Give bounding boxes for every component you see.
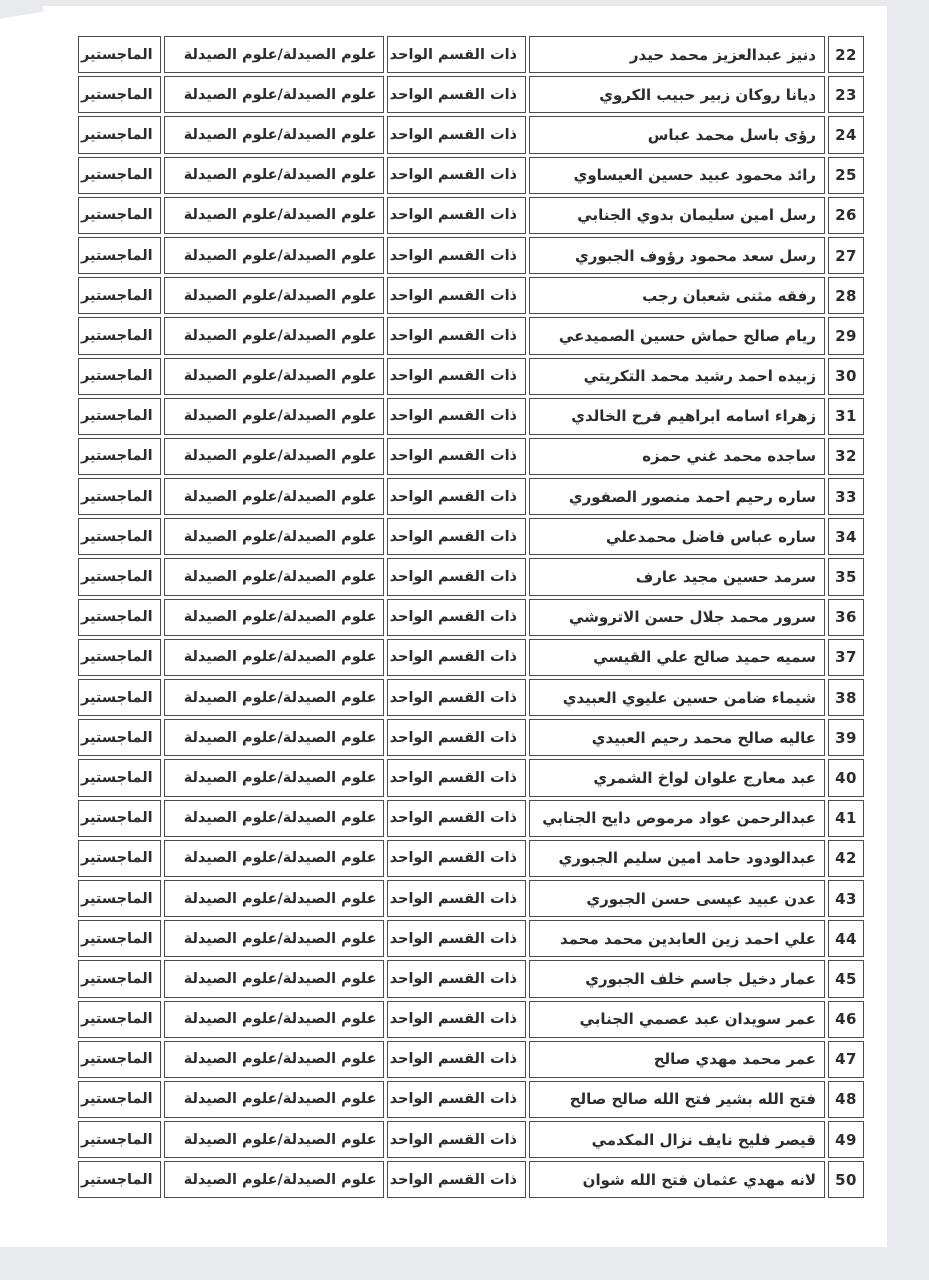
cell-degree: الماجستير — [78, 679, 161, 716]
cell-student-name: علي احمد زين العابدين محمد محمد — [529, 920, 825, 957]
table-row — [78, 478, 864, 515]
cell-specialization: علوم الصيدلة/علوم الصيدلة — [164, 1001, 384, 1038]
cell-department-type: ذات القسم الواحد — [387, 157, 526, 194]
cell-student-name: عمار دخيل جاسم خلف الجبوري — [529, 960, 825, 997]
cell-row-number: 38 — [828, 679, 864, 716]
cell-department-type: ذات القسم الواحد — [387, 719, 526, 756]
cell-student-name: رسل امين سليمان بدوي الجنابي — [529, 197, 825, 234]
cell-degree: الماجستير — [78, 1121, 161, 1158]
cell-student-name: عدن عبيد عيسى حسن الجبوري — [529, 880, 825, 917]
cell-degree: الماجستير — [78, 1041, 161, 1078]
cell-department-type: ذات القسم الواحد — [387, 960, 526, 997]
cell-row-number: 50 — [828, 1161, 864, 1198]
cell-row-number: 43 — [828, 880, 864, 917]
cell-specialization: علوم الصيدلة/علوم الصيدلة — [164, 1081, 384, 1118]
cell-row-number: 25 — [828, 157, 864, 194]
cell-row-number: 42 — [828, 840, 864, 877]
cell-row-number: 46 — [828, 1001, 864, 1038]
cell-student-name: ساره عباس فاضل محمدعلي — [529, 518, 825, 555]
cell-student-name: فتح الله بشير فتح الله صالح صالح — [529, 1081, 825, 1118]
table-row — [78, 36, 864, 73]
cell-degree: الماجستير — [78, 599, 161, 636]
cell-degree: الماجستير — [78, 478, 161, 515]
cell-department-type: ذات القسم الواحد — [387, 679, 526, 716]
cell-specialization: علوم الصيدلة/علوم الصيدلة — [164, 36, 384, 73]
cell-specialization: علوم الصيدلة/علوم الصيدلة — [164, 116, 384, 153]
cell-specialization: علوم الصيدلة/علوم الصيدلة — [164, 1041, 384, 1078]
cell-student-name: سميه حميد صالح علي القيسي — [529, 639, 825, 676]
cell-degree: الماجستير — [78, 840, 161, 877]
cell-department-type: ذات القسم الواحد — [387, 358, 526, 395]
cell-row-number: 40 — [828, 759, 864, 796]
table-row — [78, 1081, 864, 1118]
cell-specialization: علوم الصيدلة/علوم الصيدلة — [164, 358, 384, 395]
cell-department-type: ذات القسم الواحد — [387, 1161, 526, 1198]
table-row — [78, 317, 864, 354]
cell-row-number: 49 — [828, 1121, 864, 1158]
cell-student-name: زهراء اسامه ابراهيم فرح الخالدي — [529, 398, 825, 435]
cell-specialization: علوم الصيدلة/علوم الصيدلة — [164, 920, 384, 957]
cell-specialization: علوم الصيدلة/علوم الصيدلة — [164, 398, 384, 435]
table-row — [78, 599, 864, 636]
cell-specialization: علوم الصيدلة/علوم الصيدلة — [164, 1121, 384, 1158]
cell-degree: الماجستير — [78, 719, 161, 756]
cell-row-number: 27 — [828, 237, 864, 274]
cell-degree: الماجستير — [78, 157, 161, 194]
cell-specialization: علوم الصيدلة/علوم الصيدلة — [164, 639, 384, 676]
cell-degree: الماجستير — [78, 277, 161, 314]
cell-student-name: ريام صالح حماش حسين الصميدعي — [529, 317, 825, 354]
table-row — [78, 880, 864, 917]
cell-specialization: علوم الصيدلة/علوم الصيدلة — [164, 840, 384, 877]
table-row — [78, 438, 864, 475]
cell-department-type: ذات القسم الواحد — [387, 558, 526, 595]
cell-row-number: 26 — [828, 197, 864, 234]
cell-department-type: ذات القسم الواحد — [387, 36, 526, 73]
cell-degree: الماجستير — [78, 116, 161, 153]
cell-department-type: ذات القسم الواحد — [387, 599, 526, 636]
cell-degree: الماجستير — [78, 1001, 161, 1038]
cell-department-type: ذات القسم الواحد — [387, 1121, 526, 1158]
cell-specialization: علوم الصيدلة/علوم الصيدلة — [164, 76, 384, 113]
table-row — [78, 558, 864, 595]
cell-student-name: ساجده محمد غني حمزه — [529, 438, 825, 475]
table-row — [78, 76, 864, 113]
cell-degree: الماجستير — [78, 518, 161, 555]
cell-student-name: دنيز عبدالعزيز محمد حيدر — [529, 36, 825, 73]
cell-department-type: ذات القسم الواحد — [387, 277, 526, 314]
cell-department-type: ذات القسم الواحد — [387, 1081, 526, 1118]
cell-row-number: 24 — [828, 116, 864, 153]
table-row — [78, 639, 864, 676]
cell-row-number: 29 — [828, 317, 864, 354]
cell-row-number: 47 — [828, 1041, 864, 1078]
cell-specialization: علوم الصيدلة/علوم الصيدلة — [164, 197, 384, 234]
table-row — [78, 197, 864, 234]
cell-department-type: ذات القسم الواحد — [387, 76, 526, 113]
cell-specialization: علوم الصيدلة/علوم الصيدلة — [164, 960, 384, 997]
cell-row-number: 23 — [828, 76, 864, 113]
cell-specialization: علوم الصيدلة/علوم الصيدلة — [164, 1161, 384, 1198]
cell-row-number: 39 — [828, 719, 864, 756]
cell-student-name: شيماء ضامن حسين عليوي العبيدي — [529, 679, 825, 716]
cell-department-type: ذات القسم الواحد — [387, 800, 526, 837]
cell-specialization: علوم الصيدلة/علوم الصيدلة — [164, 880, 384, 917]
cell-student-name: قيصر فليح نايف نزال المكدمي — [529, 1121, 825, 1158]
cell-specialization: علوم الصيدلة/علوم الصيدلة — [164, 237, 384, 274]
cell-row-number: 41 — [828, 800, 864, 837]
cell-degree: الماجستير — [78, 438, 161, 475]
cell-row-number: 36 — [828, 599, 864, 636]
cell-degree: الماجستير — [78, 1161, 161, 1198]
cell-specialization: علوم الصيدلة/علوم الصيدلة — [164, 317, 384, 354]
table-row — [78, 800, 864, 837]
table-row — [78, 358, 864, 395]
table-row — [78, 719, 864, 756]
cell-department-type: ذات القسم الواحد — [387, 880, 526, 917]
cell-degree: الماجستير — [78, 237, 161, 274]
table-row — [78, 1041, 864, 1078]
cell-student-name: سرور محمد جلال حسن الاتروشي — [529, 599, 825, 636]
cell-department-type: ذات القسم الواحد — [387, 840, 526, 877]
cell-specialization: علوم الصيدلة/علوم الصيدلة — [164, 800, 384, 837]
cell-degree: الماجستير — [78, 358, 161, 395]
cell-specialization: علوم الصيدلة/علوم الصيدلة — [164, 558, 384, 595]
cell-department-type: ذات القسم الواحد — [387, 518, 526, 555]
cell-student-name: ديانا روكان زبير حبيب الكروي — [529, 76, 825, 113]
cell-row-number: 48 — [828, 1081, 864, 1118]
cell-student-name: لانه مهدي عثمان فتح الله شوان — [529, 1161, 825, 1198]
cell-degree: الماجستير — [78, 558, 161, 595]
cell-row-number: 35 — [828, 558, 864, 595]
cell-degree: الماجستير — [78, 76, 161, 113]
cell-department-type: ذات القسم الواحد — [387, 639, 526, 676]
cell-specialization: علوم الصيدلة/علوم الصيدلة — [164, 157, 384, 194]
cell-student-name: رائد محمود عبيد حسين العيساوي — [529, 157, 825, 194]
table-row — [78, 277, 864, 314]
cell-degree: الماجستير — [78, 317, 161, 354]
cell-row-number: 45 — [828, 960, 864, 997]
cell-department-type: ذات القسم الواحد — [387, 317, 526, 354]
table-row — [78, 840, 864, 877]
cell-row-number: 30 — [828, 358, 864, 395]
table-row — [78, 157, 864, 194]
cell-specialization: علوم الصيدلة/علوم الصيدلة — [164, 438, 384, 475]
cell-specialization: علوم الصيدلة/علوم الصيدلة — [164, 478, 384, 515]
cell-department-type: ذات القسم الواحد — [387, 237, 526, 274]
cell-student-name: عبدالودود حامد امين سليم الجبوري — [529, 840, 825, 877]
cell-student-name: عبدالرحمن عواد مرموص دايح الجنابي — [529, 800, 825, 837]
students-table-body — [78, 36, 864, 1198]
table-row — [78, 960, 864, 997]
cell-department-type: ذات القسم الواحد — [387, 478, 526, 515]
cell-row-number: 34 — [828, 518, 864, 555]
cell-department-type: ذات القسم الواحد — [387, 197, 526, 234]
cell-degree: الماجستير — [78, 800, 161, 837]
table-row — [78, 920, 864, 957]
cell-student-name: رفقه مثنى شعبان رجب — [529, 277, 825, 314]
cell-degree: الماجستير — [78, 960, 161, 997]
cell-student-name: زبيده احمد رشيد محمد التكريتي — [529, 358, 825, 395]
cell-degree: الماجستير — [78, 398, 161, 435]
table-row — [78, 1161, 864, 1198]
cell-specialization: علوم الصيدلة/علوم الصيدلة — [164, 759, 384, 796]
cell-degree: الماجستير — [78, 920, 161, 957]
cell-row-number: 22 — [828, 36, 864, 73]
cell-row-number: 37 — [828, 639, 864, 676]
cell-row-number: 44 — [828, 920, 864, 957]
cell-department-type: ذات القسم الواحد — [387, 116, 526, 153]
cell-department-type: ذات القسم الواحد — [387, 438, 526, 475]
cell-department-type: ذات القسم الواحد — [387, 398, 526, 435]
table-row — [78, 518, 864, 555]
cell-department-type: ذات القسم الواحد — [387, 1041, 526, 1078]
cell-row-number: 33 — [828, 478, 864, 515]
cell-department-type: ذات القسم الواحد — [387, 759, 526, 796]
cell-degree: الماجستير — [78, 197, 161, 234]
table-row — [78, 1121, 864, 1158]
cell-student-name: ساره رحيم احمد منصور الصفوري — [529, 478, 825, 515]
cell-student-name: رسل سعد محمود رؤوف الجبوري — [529, 237, 825, 274]
cell-specialization: علوم الصيدلة/علوم الصيدلة — [164, 277, 384, 314]
table-row — [78, 679, 864, 716]
cell-degree: الماجستير — [78, 880, 161, 917]
cell-specialization: علوم الصيدلة/علوم الصيدلة — [164, 599, 384, 636]
cell-degree: الماجستير — [78, 759, 161, 796]
document-page — [0, 6, 887, 1247]
cell-specialization: علوم الصيدلة/علوم الصيدلة — [164, 719, 384, 756]
cell-department-type: ذات القسم الواحد — [387, 920, 526, 957]
table-row — [78, 237, 864, 274]
cell-student-name: عمر سويدان عبد عصمي الجنابي — [529, 1001, 825, 1038]
table-row — [78, 398, 864, 435]
cell-row-number: 28 — [828, 277, 864, 314]
cell-row-number: 31 — [828, 398, 864, 435]
cell-department-type: ذات القسم الواحد — [387, 1001, 526, 1038]
cell-specialization: علوم الصيدلة/علوم الصيدلة — [164, 679, 384, 716]
cell-row-number: 32 — [828, 438, 864, 475]
cell-student-name: سرمد حسين مجيد عارف — [529, 558, 825, 595]
cell-student-name: عمر محمد مهدي صالح — [529, 1041, 825, 1078]
cell-specialization: علوم الصيدلة/علوم الصيدلة — [164, 518, 384, 555]
students-roster-table — [75, 33, 867, 1201]
cell-student-name: عبد معارج علوان لواخ الشمري — [529, 759, 825, 796]
table-row — [78, 116, 864, 153]
cell-degree: الماجستير — [78, 1081, 161, 1118]
cell-degree: الماجستير — [78, 36, 161, 73]
cell-student-name: عاليه صالح محمد رحيم العبيدي — [529, 719, 825, 756]
table-row — [78, 759, 864, 796]
cell-student-name: رؤى باسل محمد عباس — [529, 116, 825, 153]
table-row — [78, 1001, 864, 1038]
cell-degree: الماجستير — [78, 639, 161, 676]
